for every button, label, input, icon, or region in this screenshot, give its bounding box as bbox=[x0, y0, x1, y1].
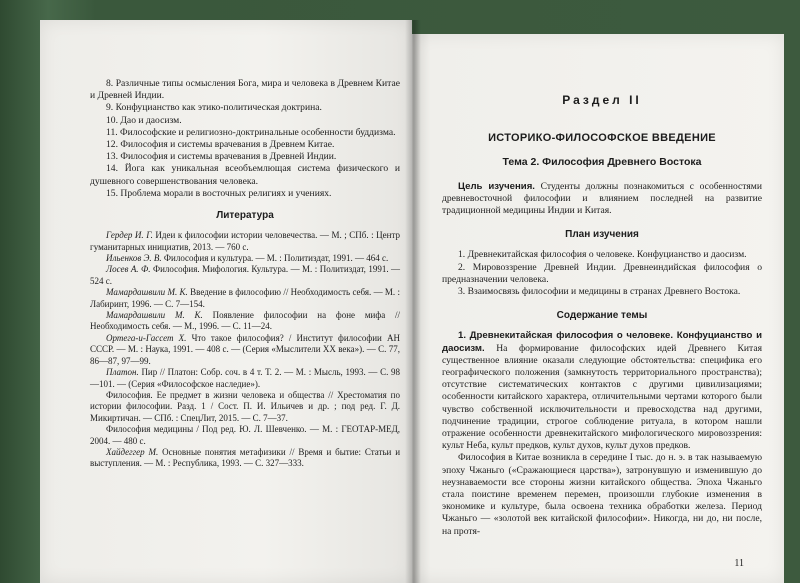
plan-item: 3. Взаимосвязь философии и медицины в странах Древнего Востока. bbox=[458, 286, 741, 298]
reference-author: Ильенков Э. В. bbox=[106, 253, 162, 264]
list-item: 13. Философия и системы врачевания в Древней Индии. bbox=[106, 151, 337, 163]
reference-text: Философия и культура. — М. : Политиздат, 1991. — 464 с. bbox=[163, 253, 389, 264]
list-item: 10. Дао и даосизм. bbox=[106, 114, 182, 126]
reference-text: Философия медицины / Под ред. Ю. Л. Шевченко. — М. : ГЕОТАР-МЕД, 2004. — 480 с. bbox=[90, 424, 400, 446]
reference-text: Философия. Мифология. Культура. — М. : Политиздат, 1991. — 524 с. bbox=[90, 264, 401, 286]
left-column bbox=[90, 78, 400, 470]
plan-heading: План изучения bbox=[565, 229, 639, 241]
list-item: 9. Конфуцианство как этико-политическая доктрина. bbox=[106, 102, 322, 114]
reference-author: Хайдеггер М. bbox=[106, 446, 159, 457]
content-subheading: 1. Древнекитайская философия о человеке. Конфуцианство и даосизм. bbox=[442, 330, 762, 354]
goal-label: Цель изучения. bbox=[458, 180, 535, 192]
plan-item: 2. Мировоззрение Древней Индии. Древнеиндийская философия о предназначении человека. bbox=[442, 261, 762, 285]
list-item: 11. Философские и религиозно-доктринальные особенности буддизма. bbox=[106, 126, 396, 138]
list-item: 12. Философия и системы врачевания в Древнем Китае. bbox=[106, 139, 335, 151]
reference-text: Идеи к философии истории человечества. — М. ; СПб. : Центр гуманитарных инициатив, 2013. — 760 с. bbox=[90, 230, 401, 252]
reference-author: Ортега-и-Гассет Х. bbox=[106, 332, 187, 343]
reference-item bbox=[90, 287, 400, 310]
reference-item bbox=[90, 253, 400, 264]
reference-item bbox=[90, 230, 400, 253]
list-item: 15. Проблема морали в восточных религиях и учениях. bbox=[106, 187, 332, 199]
reference-item bbox=[90, 367, 400, 390]
reference-item bbox=[90, 447, 400, 470]
list-item: 8. Различные типы осмысления Бога, мира и человека в Древнем Китае и Древней Индии. bbox=[90, 78, 400, 102]
content-paragraph: Философия в Китае возникла в середине I тыс. до н. э. в так называемую эпоху Чжаньго («Сражающиеся царства»), затронувшую и изменившую до неузнаваемости все стороны жизни китайского общества. Эпоха Чжаньго стала поистине временем перемен, произошли глубокие изменения в экономике и культуре, была освоена техника обработки железа. Период Чжаньго — «золотой век китайской философии». Никогда, ни до, ни после, на протя- bbox=[442, 452, 762, 537]
reference-text: Пир // Платон: Собр. соч. в 4 т. Т. 2. — М. : Мысль, 1993. — С. 98—101. — (Серия «Философское наследие»). bbox=[90, 367, 401, 389]
reference-item bbox=[90, 310, 400, 333]
content-heading: Содержание темы bbox=[556, 310, 648, 322]
content-text: На формирование философских идей Древнего Китая существенное влияние оказали следующие обстоятельства: специфика его географического положения (замкнутость территориального пространства); отсутствие систематических контактов с другими цивилизациями; особенности китайского характера, отличительными чертами которого были чувство собственной исключительности и превосходства над другими, подчинение традиции, строгое соблюдение ритуала, в котором нашли отражение особенности древнекитайского мифологического мировоззрения: культ Неба, культ предков, культ духов, культ духов предков. bbox=[442, 342, 762, 452]
right-page bbox=[412, 34, 784, 583]
reference-item bbox=[90, 264, 400, 287]
list-item: 14. Йога как уникальная всеобъемлющая система физического и душевного совершенствования человека. bbox=[90, 163, 400, 187]
reference-item bbox=[90, 424, 400, 447]
content-paragraph bbox=[442, 330, 762, 452]
reference-text: Философия. Ее предмет в жизни человека и общества // Хрестоматия по истории философии. Разд. 1 / Сост. П. И. Ильичев и др. ; под ред. Г. Д. Микиртичан. — СПб. : СпецЛит, 2015. — С. 7—37. bbox=[90, 389, 400, 423]
plan-item: 1. Древнекитайская философия о человеке. Конфуцианство и даосизм. bbox=[458, 249, 747, 261]
left-page bbox=[40, 20, 412, 583]
reference-item bbox=[90, 390, 400, 424]
reference-author: Мамардашвили М. К. bbox=[106, 287, 188, 298]
reference-author: Мамардашвили М. К. bbox=[106, 310, 203, 321]
reference-text: Основные понятия метафизики // Время и бытие: Статьи и выступления. — М. : Республика, 1993. — С. 327—333. bbox=[90, 446, 401, 469]
right-column bbox=[442, 74, 762, 538]
page-number: 11 bbox=[734, 558, 744, 569]
goal-text: Студенты должны познакомиться с особенностями древневосточной философии и влиянием последней на развитие традиционной медицины Индии и Китая. bbox=[442, 180, 762, 217]
reference-item bbox=[90, 333, 400, 367]
literature-heading: Литература bbox=[216, 210, 274, 222]
reference-author: Лосев А. Ф. bbox=[106, 264, 151, 275]
chapter-title: ИСТОРИКО-ФИЛОСОФСКОЕ ВВЕДЕНИЕ bbox=[488, 132, 716, 145]
book-gutter bbox=[405, 20, 421, 583]
reference-text: Появление философии на фоне мифа // Необходимость себя. — М., 1996. — С. 11—24. bbox=[90, 310, 401, 332]
section-heading: Раздел II bbox=[562, 93, 642, 107]
goal-paragraph bbox=[442, 181, 762, 218]
reference-author: Платон. bbox=[106, 367, 139, 378]
reference-text: Введение в философию // Необходимость себя. — М. : Лабиринт, 1996. — С. 7—154. bbox=[90, 287, 400, 309]
theme-title: Тема 2. Философия Древнего Востока bbox=[502, 156, 702, 169]
reference-author: Гердер И. Г. bbox=[106, 230, 153, 241]
reference-text: Что такое философия? / Институт философии АН СССР. — М. : Наука, 1991. — 408 с. — (Серия «Мыслители XX века»). — С. 77, 86—87, 97—99. bbox=[90, 332, 400, 366]
